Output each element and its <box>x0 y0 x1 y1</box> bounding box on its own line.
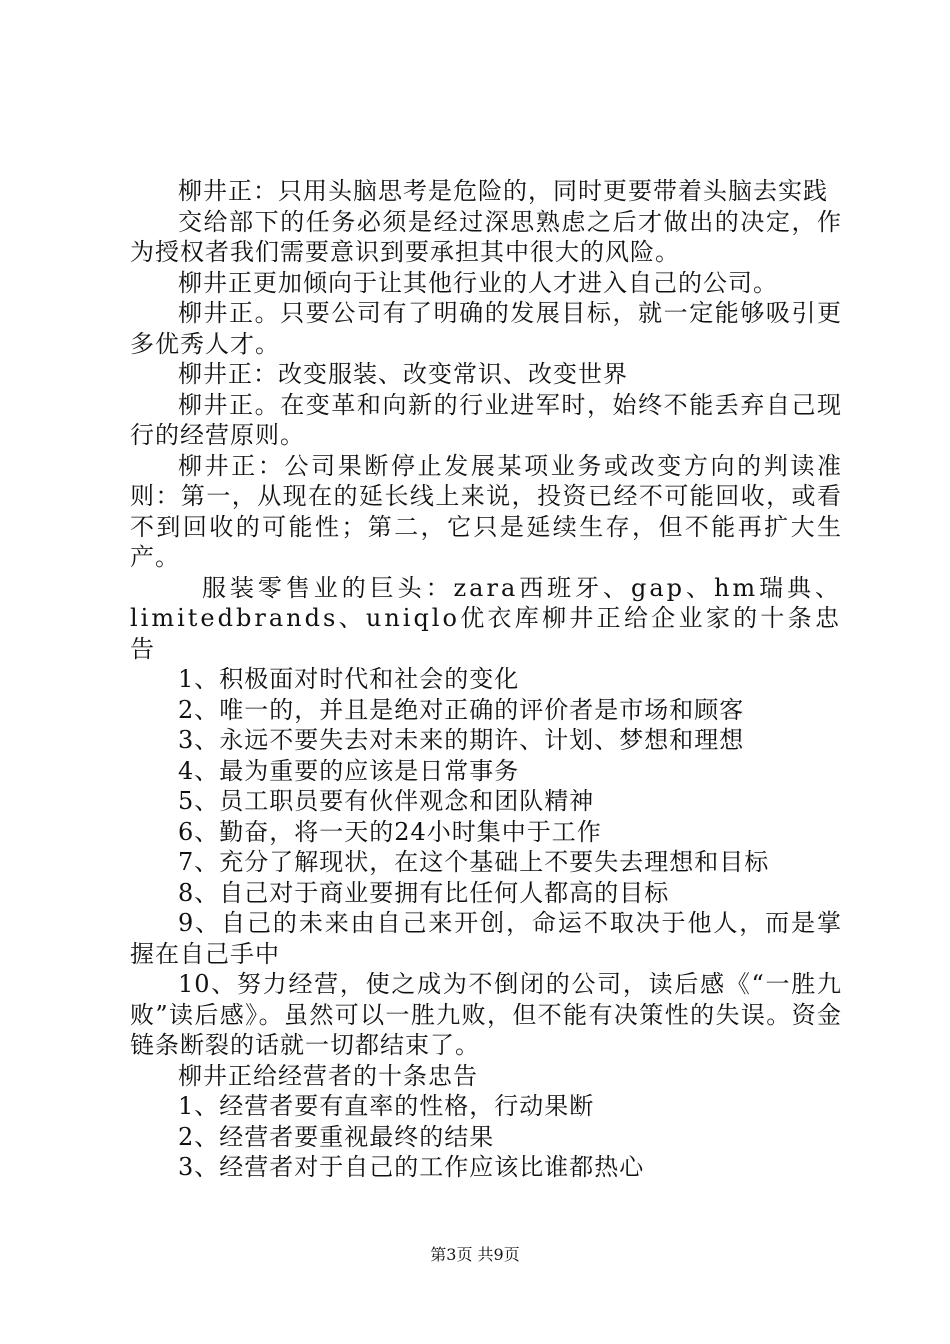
paragraph: 柳井正。只要公司有了明确的发展目标，就一定能够吸引更多优秀人才。 <box>130 299 842 358</box>
list-item: 5、员工职员要有伙伴观念和团队精神 <box>178 787 595 815</box>
paragraph: 服装零售业的巨头：zara西班牙、gap、hm瑞典、limitedbrands、uniqlo优衣库柳井正给企业家的十条忠告 <box>130 573 842 663</box>
list-item: 3、经营者对于自己的工作应该比谁都热心 <box>178 1153 645 1181</box>
paragraph: 柳井正。在变革和向新的行业进军时，始终不能丢弃自己现行的经营原则。 <box>130 390 842 449</box>
paragraph: 柳井正更加倾向于让其他行业的人才进入自己的公司。 <box>178 268 778 297</box>
list-item: 4、最为重要的应该是日常事务 <box>178 756 520 785</box>
document-body <box>130 176 842 1183</box>
list-item: 1、积极面对时代和社会的变化 <box>178 665 520 693</box>
list-item: 2、唯一的，并且是绝对正确的评价者是市场和顾客 <box>178 695 745 724</box>
list-item: 10、努力经营，使之成为不倒闭的公司，读后感《“一胜九败”读后感》。虽然可以一胜九败，但不能有决策性的失误。资金链条断裂的话就一切都结束了。 <box>130 970 842 1059</box>
paragraph: 柳井正：公司果断停止发展某项业务或改变方向的判读准则：第一，从现在的延长线上来说，投资已经不可能回收，或看不到回收的可能性；第二，它只是延续生存，但不能再扩大生产。 <box>130 451 842 571</box>
list-item: 3、永远不要失去对未来的期许、计划、梦想和理想 <box>178 726 745 754</box>
paragraph: 柳井正：改变服装、改变常识、改变世界 <box>178 360 628 388</box>
list-item: 8、自己对于商业要拥有比任何人都高的目标 <box>178 878 670 907</box>
list-item: 6、勤奋，将一天的24小时集中于工作 <box>178 817 602 846</box>
list-item: 9、自己的未来由自己来开创，命运不取决于他人，而是掌握在自己手中 <box>130 909 842 968</box>
list-item: 7、充分了解现状，在这个基础上不要失去理想和目标 <box>178 848 770 876</box>
list-item: 1、经营者要有直率的性格，行动果断 <box>178 1092 595 1120</box>
list-item: 2、经营者要重视最终的结果 <box>178 1122 495 1151</box>
page-number-footer: 第3页 共9页 <box>430 1245 520 1264</box>
paragraph: 交给部下的任务必须是经过深思熟虑之后才做出的决定，作为授权者我们需要意识到要承担其中很大的风险。 <box>130 207 842 266</box>
paragraph: 柳井正：只用头脑思考是危险的，同时更要带着头脑去实践 <box>178 177 828 205</box>
section-heading: 柳井正给经营者的十条忠告 <box>178 1061 478 1090</box>
